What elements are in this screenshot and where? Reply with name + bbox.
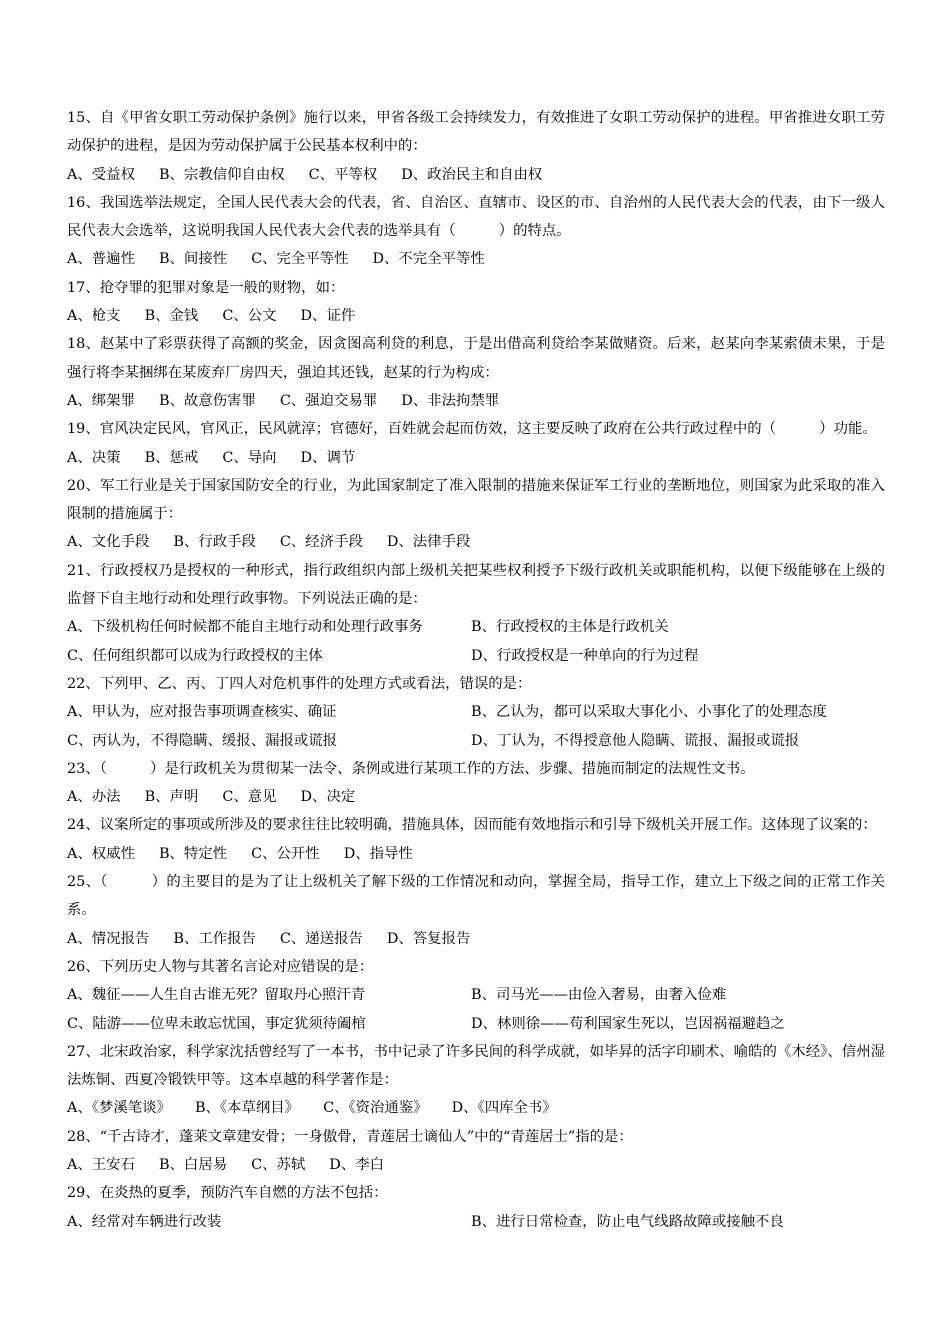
option-a: A、办法 [67,789,121,806]
options-row [67,161,885,189]
question-text: 17、抢夺罪的犯罪对象是一般的财物，如： [67,279,345,296]
options-row [67,783,885,811]
options-row [67,727,885,755]
option-a: A、《梦溪笔谈》 [67,1100,171,1117]
option-d: D、指导性 [343,845,413,862]
options-row [67,1010,885,1038]
option-a: A、王安石 [67,1156,135,1173]
question-text: 19、官风决定民风，官风正，民风就淳；官德好，百姓就会起而仿效，这主要反映了政府在公共行政过程中的（ ）功能。 [67,421,877,438]
question-26 [67,953,885,1038]
option-b: B、《本草纲目》 [194,1100,300,1117]
option-a: A、经常对车辆进行改装 [67,1213,222,1230]
options-row [67,387,885,415]
options-row [67,528,885,556]
option-a: A、决策 [67,449,121,466]
option-b: B、故意伤害罪 [158,392,256,409]
option-a: A、情况报告 [67,930,150,947]
option-b: B、特定性 [158,845,228,862]
question-text: 25、（ ）的主要目的是为了让上级机关了解下级的工作情况和动向，掌握全局，指导工作，建立上下级之间的正常工作关系。 [67,874,885,919]
options-row [67,698,885,726]
option-c: C、公文 [222,308,277,325]
document-page [67,104,885,1236]
options-row [67,1151,885,1179]
option-c: C、公开性 [251,845,320,862]
option-b: B、司马光——由俭入奢易，由奢入俭难 [471,987,727,1004]
option-b: B、工作报告 [173,930,256,947]
question-17 [67,274,885,331]
option-d: D、答复报告 [386,930,471,947]
option-d: D、李白 [329,1156,385,1173]
option-a: A、普遍性 [67,251,135,268]
question-24 [67,811,885,868]
question-25 [67,868,885,953]
option-a: A、受益权 [67,166,135,183]
option-b: B、金钱 [144,308,199,325]
option-a: A、枪支 [67,308,121,325]
option-d: D、法律手段 [386,534,471,551]
option-b: B、行政授权的主体是行政机关 [471,619,669,636]
option-d: D、林则徐——苟利国家生死以，岂因祸福避趋之 [471,1015,785,1032]
question-text: 27、北宋政治家，科学家沈括曾经写了一本书，书中记录了许多民间的科学成就，如毕昇的活字印刷术、喻皓的《木经》、信州湿法炼铜、西夏冷锻铁甲等。这本卓越的科学著作是： [67,1043,885,1089]
option-b: B、乙认为，都可以采取大事化小、小事化了的处理态度 [471,704,827,721]
option-b: B、宗教信仰自由权 [158,166,285,183]
option-a: A、文化手段 [67,534,150,551]
question-19 [67,415,885,472]
option-b: B、行政手段 [173,534,256,551]
question-text: 28、“千古诗才，蓬莱文章建安骨；一身傲骨，青莲居士谪仙人”中的“青莲居士”指的是： [67,1128,633,1145]
question-15 [67,104,885,189]
option-d: D、决定 [300,789,356,806]
option-d: D、丁认为，不得授意他人隐瞒、谎报、漏报或谎报 [471,732,800,749]
option-c: C、完全平等性 [251,251,349,268]
question-22 [67,670,885,755]
options-row [67,444,885,472]
question-text: 15、自《甲省女职工劳动保护条例》施行以来，甲省各级工会持续发力，有效推进了女职工劳动保护的进程。甲省推进女职工劳动保护的进程，是因为劳动保护属于公民基本权利中的： [67,110,885,155]
option-b: B、进行日常检查，防止电气线路故障或接触不良 [471,1213,784,1230]
question-29 [67,1179,885,1236]
options-row [67,1094,885,1122]
options-row [67,840,885,868]
option-b: B、声明 [144,789,199,806]
question-27 [67,1038,885,1123]
question-text: 26、下列历史人物与其著名言论对应错误的是： [67,958,374,975]
option-c: C、导向 [222,449,277,466]
options-row [67,642,885,670]
question-text: 20、军工行业是关于国家国防安全的行业，为此国家制定了准入限制的措施来保证军工行业的垄断地位，则国家为此采取的准入限制的措施属于： [67,477,885,523]
option-c: C、经济手段 [279,534,363,551]
options-row [67,245,885,273]
option-a: A、下级机构任何时候都不能自主地行动和处理行政事务 [67,619,423,636]
option-d: D、政治民主和自由权 [401,166,543,183]
question-20 [67,472,885,557]
question-28 [67,1123,885,1180]
option-c: C、平等权 [308,166,378,183]
option-c: C、强迫交易罪 [279,392,378,409]
question-text: 21、行政授权乃是授权的一种形式，指行政组织内部上级机关把某些权利授予下级行政机关或职能机构，以便下级能够在上级的监督下自主地行动和处理行政事物。下列说法正确的是： [67,562,885,608]
option-d: D、《四库全书》 [451,1100,557,1117]
option-d: D、不完全平等性 [372,251,485,268]
question-16 [67,189,885,274]
option-a: A、魏征——人生自古谁无死？留取丹心照汗青 [67,987,366,1004]
option-b: B、惩戒 [144,449,199,466]
question-21 [67,557,885,670]
options-row [67,925,885,953]
option-d: D、非法拘禁罪 [401,392,500,409]
question-text: 29、在炎热的夏季，预防汽车自燃的方法不包括： [67,1185,388,1202]
question-text: 22、下列甲、乙、丙、丁四人对危机事件的处理方式或看法，错误的是： [67,675,532,692]
option-d: D、调节 [300,449,356,466]
option-c: C、递送报告 [279,930,363,947]
option-c: C、任何组织都可以成为行政授权的主体 [67,647,323,664]
option-b: B、白居易 [158,1156,228,1173]
question-23 [67,755,885,812]
option-c: C、丙认为，不得隐瞒、缓报、漏报或谎报 [67,732,338,749]
option-b: B、间接性 [158,251,228,268]
question-text: 16、我国选举法规定，全国人民代表大会的代表，省、自治区、直辖市、设区的市、自治州的人民代表大会的代表，由下一级人民代表大会选举，这说明我国人民代表大会代表的选举具有（ ）的特点。 [67,194,885,240]
option-a: A、甲认为，应对报告事项调查核实、确证 [67,704,337,721]
option-c: C、陆游——位卑未敢忘忧国，事定犹须待阖棺 [67,1015,366,1032]
options-row [67,1208,885,1236]
question-text: 24、议案所定的事项或所涉及的要求往往比较明确，措施具体，因而能有效地指示和引导下级机关开展工作。这体现了议案的： [67,817,877,834]
option-c: C、苏轼 [251,1156,306,1173]
question-text: 18、赵某中了彩票获得了高额的奖金，因贪图高利贷的利息，于是出借高利贷给李某做赌资。后来，赵某向李某索债未果，于是强行将李某捆绑在某废弃厂房四天，强迫其还钱，赵某的行为构成： [67,336,885,381]
question-text: 23、（ ）是行政机关为贯彻某一法令、条例或进行某项工作的方法、步骤、措施而制定的法规性文书。 [67,760,755,777]
option-c: C、意见 [222,789,277,806]
option-d: D、证件 [300,308,356,325]
options-row [67,302,885,330]
option-c: C、《资治通鉴》 [323,1100,428,1117]
options-row [67,613,885,641]
option-d: D、行政授权是一种单向的行为过程 [471,647,699,664]
option-a: A、权威性 [67,845,135,862]
question-18 [67,330,885,415]
options-row [67,981,885,1009]
option-a: A、绑架罪 [67,392,135,409]
